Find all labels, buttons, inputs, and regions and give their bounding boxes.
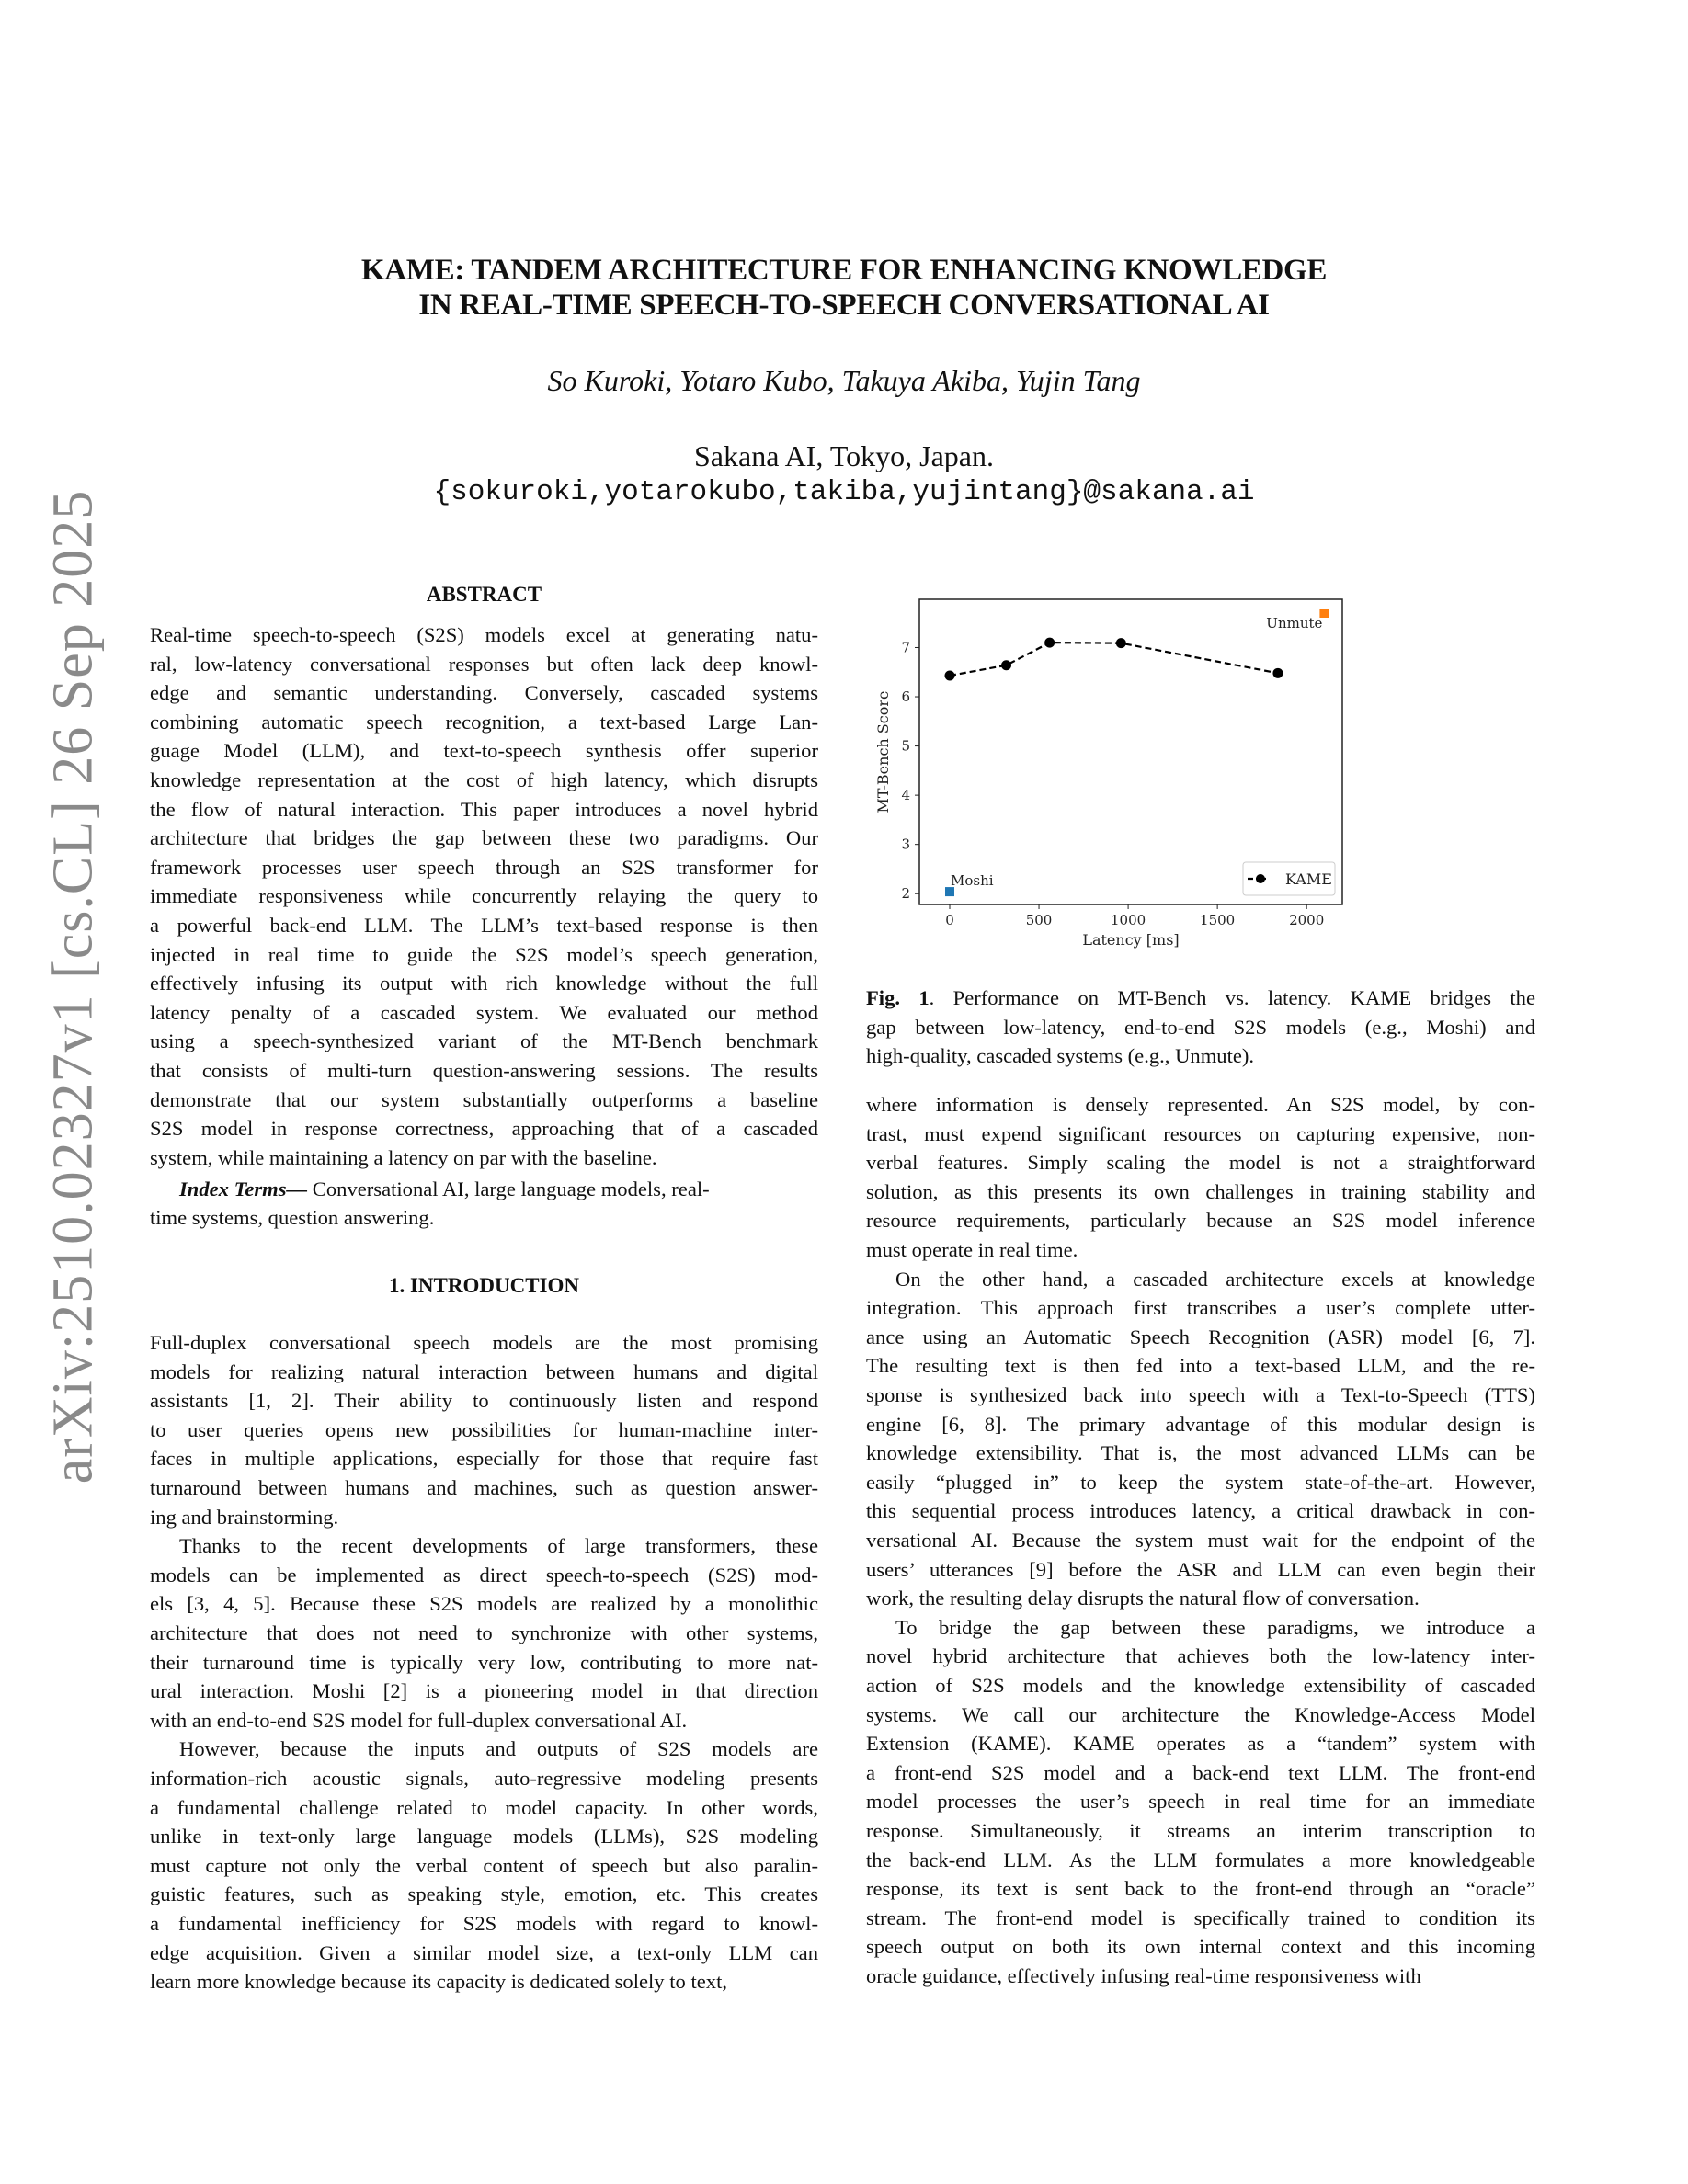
text-line: demonstrate that our system substantially outperforms a baseline	[150, 1087, 818, 1111]
series-kame	[944, 638, 1283, 681]
x-tick-label: 500	[1025, 912, 1053, 928]
text-line: engine [6, 8]. The primary advantage of this modular design is	[866, 1412, 1535, 1436]
kame-point	[1272, 668, 1283, 678]
text-line: must operate in real time.	[866, 1238, 1078, 1261]
y-tick-label: 2	[901, 885, 910, 903]
x-tick-label: 1500	[1200, 912, 1236, 928]
text-line: with an end-to-end S2S model for full-duplex conversational AI.	[150, 1708, 688, 1732]
text-line: The resulting text is then fed into a text-based LLM, and the re-	[866, 1354, 1535, 1378]
text-line: must capture not only the verbal content of speech but also paralin-	[150, 1853, 818, 1877]
text-line: ance using an Automatic Speech Recognition (ASR) model [6, 7].	[866, 1325, 1535, 1348]
text-line: framework processes user speech through an S2S transformer for	[150, 855, 818, 879]
x-tick-label: 2000	[1289, 912, 1325, 928]
y-tick-label: 7	[901, 639, 910, 656]
text-line: a fundamental challenge related to model capacity. In other words,	[150, 1795, 818, 1819]
caption-line: high-quality, cascaded systems (e.g., Unmute).	[866, 1044, 1255, 1068]
text-line: guistic features, such as speaking style, emotion, etc. This creates	[150, 1883, 818, 1906]
text-line: models can be implemented as direct speech-to-speech (S2S) mod-	[150, 1563, 818, 1587]
text-line: work, the resulting delay disrupts the natural flow of conversation.	[866, 1587, 1420, 1610]
text-line: knowledge representation at the cost of high latency, which disrupts	[150, 768, 818, 791]
authors: So Kuroki, Yotaro Kubo, Takuya Akiba, Yujin Tang	[547, 364, 1141, 397]
email: {sokuroki,yotarokubo,takiba,yujintang}@sakana.ai	[433, 476, 1255, 508]
text-line: architecture that does not need to synchronize with other systems,	[150, 1621, 818, 1644]
text-line: model processes the user’s speech in real time for an immediate	[866, 1790, 1535, 1814]
text-line: action of S2S models and the knowledge extensibility of cascaded	[866, 1674, 1535, 1697]
kame-point	[1044, 638, 1055, 648]
text-line: els [3, 4, 5]. Because these S2S models are realized by a monolithic	[150, 1592, 818, 1616]
text-line: a fundamental inefficiency for S2S models with regard to knowl-	[150, 1912, 818, 1935]
text-line: system, while maintaining a latency on par with the baseline.	[150, 1145, 657, 1169]
y-tick-label: 6	[901, 688, 910, 706]
text-line: trast, must expend significant resources on capturing expensive, non-	[866, 1121, 1535, 1145]
x-tick-label: 1000	[1110, 912, 1146, 928]
kame-point	[1116, 638, 1126, 648]
reference-points	[945, 609, 1329, 896]
text-line: immediate responsiveness while concurrently relaying the query to	[150, 884, 818, 908]
text-line: easily “plugged in” to keep the system state-of-the-art. However,	[866, 1470, 1535, 1494]
kame-point	[1001, 660, 1011, 670]
text-line: their turnaround time is typically very low, contributing to more nat-	[150, 1650, 818, 1674]
unmute-label: Unmute	[1266, 614, 1323, 631]
figure-1-chart	[864, 579, 1526, 974]
y-tick-label: 5	[901, 737, 910, 755]
text-line: ral, low-latency conversational responses but often lack deep knowl-	[150, 652, 818, 676]
text-line: stream. The front-end model is specifically trained to condition its	[866, 1905, 1535, 1929]
text-line: On the other hand, a cascaded architecture excels at knowledge	[895, 1267, 1535, 1291]
text-line: assistants [1, 2]. Their ability to continuously listen and respond	[150, 1389, 818, 1413]
text-line: turnaround between humans and machines, such as question answer-	[150, 1476, 818, 1499]
text-line: To bridge the gap between these paradigms, we introduce a	[895, 1615, 1535, 1639]
text-line: resource requirements, particularly because an S2S model inference	[866, 1209, 1535, 1233]
text-line: latency penalty of a cascaded system. We evaluated our method	[150, 1000, 818, 1024]
text-line: oracle guidance, effectively infusing real-time responsiveness with	[866, 1964, 1421, 1987]
y-tick-label: 4	[901, 787, 910, 804]
text-line: faces in multiple applications, especially for those that require fast	[150, 1447, 818, 1471]
paper-title-line-2: IN REAL-TIME SPEECH-TO-SPEECH CONVERSATIONAL AI	[418, 289, 1270, 322]
text-line: a front-end S2S model and a back-end text LLM. The front-end	[866, 1760, 1535, 1784]
text-line: models for realizing natural interaction between humans and digital	[150, 1359, 818, 1383]
index-terms-text-1: Conversational AI, large language models, real-	[307, 1177, 710, 1200]
text-line: S2S model in response correctness, approaching that of a cascaded	[150, 1117, 818, 1141]
text-line: using a speech-synthesized variant of the MT-Bench benchmark	[150, 1029, 818, 1053]
legend	[1243, 862, 1335, 895]
y-axis-label: MT-Bench Score	[874, 690, 892, 813]
text-line: the flow of natural interaction. This paper introduces a novel hybrid	[150, 797, 818, 821]
text-line: that consists of multi-turn question-answering sessions. The results	[150, 1059, 818, 1082]
text-line: speech output on both its own internal context and this incoming	[866, 1935, 1535, 1959]
text-line: where information is densely represented. An S2S model, by con-	[866, 1093, 1535, 1116]
text-line: unlike in text-only large language models (LLMs), S2S modeling	[150, 1825, 818, 1848]
text-line: versational AI. Because the system must wait for the endpoint of the	[866, 1529, 1535, 1552]
index-terms	[150, 1176, 818, 1203]
text-line: edge acquisition. Given a similar model size, a text-only LLM can	[150, 1940, 818, 1964]
text-line: information-rich acoustic signals, auto-regressive modeling presents	[150, 1767, 818, 1790]
caption-line: gap between low-latency, end-to-end S2S models (e.g., Moshi) and	[866, 1015, 1535, 1039]
index-terms-label: Index Terms—	[179, 1177, 308, 1200]
legend-marker	[1256, 874, 1265, 883]
text-line: combining automatic speech recognition, a text-based Large Lan-	[150, 710, 818, 734]
affiliation: Sakana AI, Tokyo, Japan.	[694, 439, 994, 472]
text-line: injected in real time to guide the S2S model’s speech generation,	[150, 942, 818, 966]
kame-point	[944, 671, 954, 681]
caption-line	[866, 984, 1535, 1012]
legend-label: KAME	[1285, 870, 1332, 888]
text-line: effectively infusing its output with rich knowledge without the full	[150, 972, 818, 995]
caption-text: . Performance on MT-Bench vs. latency. KAME bridges the	[929, 986, 1535, 1009]
text-line: However, because the inputs and outputs of S2S models are	[179, 1737, 818, 1761]
abstract-heading: ABSTRACT	[426, 583, 542, 606]
text-line: Real-time speech-to-speech (S2S) models excel at generating natu-	[150, 623, 818, 646]
paper-title-line-1: KAME: TANDEM ARCHITECTURE FOR ENHANCING KNOWLEDGE	[360, 254, 1328, 287]
text-line: knowledge extensibility. That is, the most advanced LLMs can be	[866, 1441, 1535, 1465]
text-line: response, its text is sent back to the front-end through an “oracle”	[866, 1877, 1535, 1901]
arxiv-stamp: arXiv:2510.02327v1 [cs.CL] 26 Sep 2025	[41, 489, 105, 1484]
text-line: edge and semantic understanding. Conversely, cascaded systems	[150, 681, 818, 705]
kame-line	[950, 643, 1278, 676]
text-line: Extension (KAME). KAME operates as a “tandem” system with	[866, 1732, 1535, 1756]
x-axis-label: Latency [ms]	[1082, 931, 1180, 949]
text-line: the back-end LLM. As the LLM formulates a more knowledgeable	[866, 1848, 1535, 1871]
text-line: solution, as this presents its own challenges in training stability and	[866, 1179, 1535, 1203]
text-line: ural interaction. Moshi [2] is a pioneering model in that direction	[150, 1679, 818, 1703]
text-line: Full-duplex conversational speech models are the most promising	[150, 1331, 818, 1354]
index-terms-text-2: time systems, question answering.	[150, 1206, 435, 1229]
caption-label: Fig. 1	[866, 986, 930, 1009]
text-line: sponse is synthesized back into speech with a Text-to-Speech (TTS)	[866, 1383, 1535, 1406]
text-line: guage Model (LLM), and text-to-speech synthesis offer superior	[150, 739, 818, 763]
text-line: verbal features. Simply scaling the model is not a straightforward	[866, 1151, 1535, 1175]
text-line: response. Simultaneously, it streams an interim transcription to	[866, 1819, 1535, 1842]
intro-heading: 1. INTRODUCTION	[388, 1274, 580, 1297]
text-line: this sequential process introduces latency, a critical drawback in con-	[866, 1499, 1535, 1523]
text-line: to user queries opens new possibilities for human-machine inter-	[150, 1417, 818, 1441]
y-tick-label: 3	[901, 836, 910, 853]
text-line: ing and brainstorming.	[150, 1505, 339, 1529]
text-line: architecture that bridges the gap between these two paradigms. Our	[150, 826, 818, 850]
text-line: learn more knowledge because its capacity is dedicated solely to text,	[150, 1970, 728, 1994]
moshi-label: Moshi	[950, 872, 994, 890]
text-line: Thanks to the recent developments of large transformers, these	[179, 1534, 818, 1558]
text-line: systems. We call our architecture the Knowledge-Access Model	[866, 1702, 1535, 1726]
text-line: a powerful back-end LLM. The LLM’s text-based response is then	[150, 914, 818, 937]
x-tick-label: 0	[945, 912, 954, 928]
text-line: novel hybrid architecture that achieves both the low-latency inter-	[866, 1644, 1535, 1668]
text-line: integration. This approach first transcribes a user’s complete utter-	[866, 1296, 1535, 1320]
text-line: users’ utterances [9] before the ASR and LLM can even begin their	[866, 1557, 1535, 1581]
